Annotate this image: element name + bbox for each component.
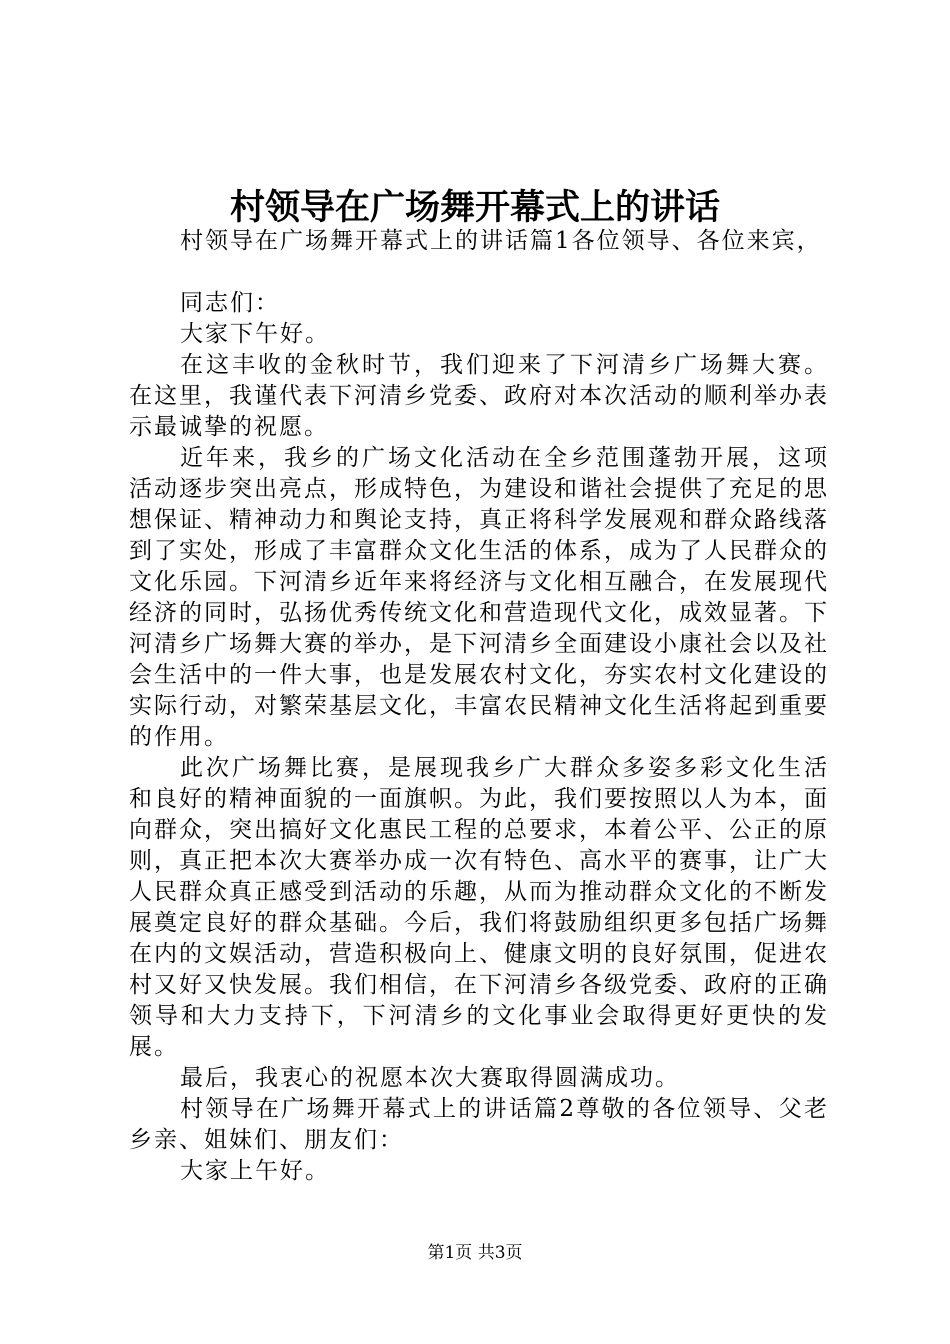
- page-number: 第1页 共3页: [427, 1243, 523, 1263]
- paragraph-salutation: 同志们：: [180, 290, 280, 316]
- document-title: 村领导在广场舞开幕式上的讲话: [229, 187, 720, 228]
- paragraph: 此次广场舞比赛，是展现我乡广大群众多姿多彩文化生活和良好的精神面貌的一面旗帜。为此，我们要按照以人为本，面向群众，突出搞好文化惠民工程的总要求，本着公平、公正的原则，真正把本次大赛举办成一次有特色、高水平的赛事，让广大人民群众真正感受到活动的乐趣，从而为推动群众文化的不断发展奠定良好的群众基础。今后，我们将鼓励组织更多包括广场舞在内的文娱活动，营造积极向上、健康文明的良好氛围，促进农村又好又快发展。我们相信，在下河清乡各级党委、政府的正确领导和大力支持下，下河清乡的文化事业会取得更好更快的发展。: [129, 755, 829, 1060]
- paragraph: 近年来，我乡的广场文化活动在全乡范围蓬勃开展，这项活动逐步突出亮点，形成特色，为建设和谐社会提供了充足的思想保证、精神动力和舆论支持，真正将科学发展观和群众路线落到了实处，形成了丰富群众文化生活的体系，成为了人民群众的文化乐园。下河清乡近年来将经济与文化相互融合，在发展现代经济的同时，弘扬优秀传统文化和营造现代文化，成效显著。下河清乡广场舞大赛的举办，是下河清乡全面建设小康社会以及社会生活中的一件大事，也是发展农村文化，夯实农村文化建设的实际行动，对繁荣基层文化，丰富农民精神文化生活将起到重要的作用。: [129, 445, 829, 750]
- paragraph-greeting: 大家下午好。: [180, 321, 330, 347]
- paragraph-second-greeting: 大家上午好。: [180, 1158, 330, 1184]
- paragraph: 在这丰收的金秋时节，我们迎来了下河清乡广场舞大赛。在这里，我谨代表下河清乡党委、政府对本次活动的顺利举办表示最诚挚的祝愿。: [129, 352, 829, 440]
- paragraph-closing: 最后，我衷心的祝愿本次大赛取得圆满成功。: [180, 1065, 680, 1091]
- paragraph-second-speech: 村领导在广场舞开幕式上的讲话篇2尊敬的各位领导、父老乡亲、姐妹们、朋友们：: [129, 1096, 829, 1153]
- document-body: [129, 226, 829, 1187]
- paragraph-opening: 村领导在广场舞开幕式上的讲话篇1各位领导、各位来宾，: [180, 228, 822, 254]
